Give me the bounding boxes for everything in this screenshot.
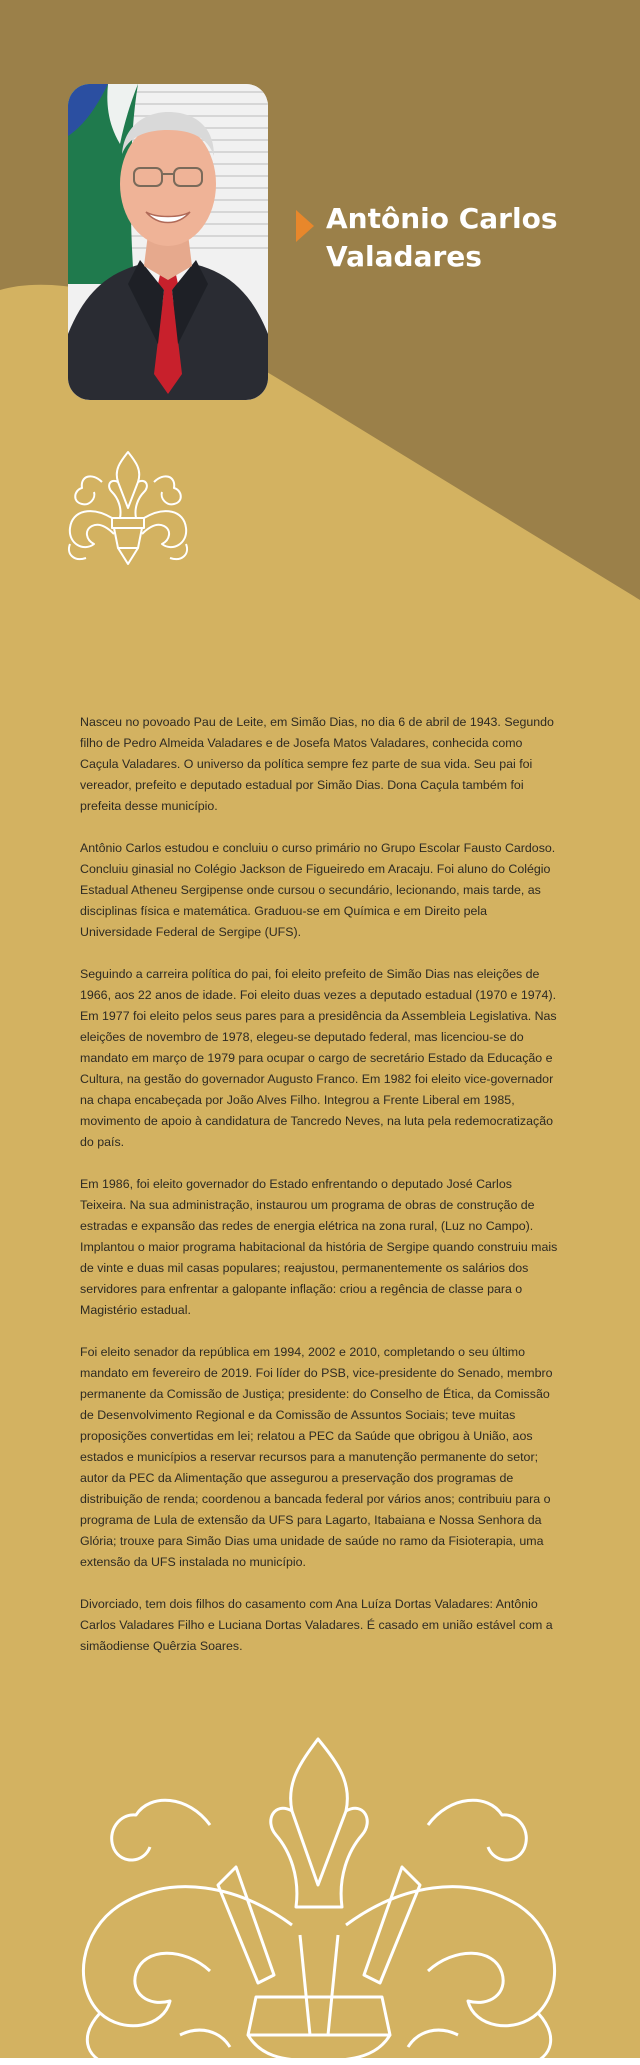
fleur-de-lis-icon bbox=[62, 448, 194, 570]
portrait-photo bbox=[68, 84, 268, 400]
triangle-arrow-icon bbox=[296, 210, 314, 242]
biography-paragraph: Antônio Carlos estudou e concluiu o curso primário no Grupo Escolar Fausto Cardoso. Concluiu ginasial no Colégio Jackson de Figueiredo em Aracaju. Foi aluno do Colégio Estadual Atheneu Sergipense onde cursou o secundário, lecionando, mais tarde, as disciplinas física e matemática. Graduou-se em Química e em Direito pela Universidade Federal de Sergipe (UFS). bbox=[80, 841, 556, 939]
biography bbox=[80, 712, 560, 1678]
biography-paragraph: Divorciado, tem dois filhos do casamento com Ana Luíza Dortas Valadares: Antônio Carlos Valadares Filho e Luciana Dortas Valadares. É casado em união estável com a simãodiense Quêrzia Soares. bbox=[80, 1597, 553, 1653]
biography-paragraph: Seguindo a carreira política do pai, foi eleito prefeito de Simão Dias nas eleições de 1966, aos 22 anos de idade. Foi eleito duas vezes a deputado estadual (1970 e 1974). Em 1977 foi eleito pelos seus pares para a presidência da Assembleia Legislativa. Nas eleições de novembro de 1978, elegeu-se deputado federal, mas licenciou-se do mandato em março de 1979 para ocupar o cargo de secretário Estado da Educação e Cultura, na gestão do governador Augusto Franco. Em 1982 foi eleito vice-governador na chapa encabeçada por João Alves Filho. Integrou a Frente Liberal em 1985, movimento de apoio à candidatura de Tancredo Neves, na luta pela redemocratização do país. bbox=[80, 967, 557, 1149]
profile-name-line1: Antônio Carlos bbox=[326, 202, 558, 235]
fleur-de-lis-icon bbox=[60, 1735, 580, 2065]
profile-name-line2: Valadares bbox=[326, 240, 482, 273]
biography-paragraph: Foi eleito senador da república em 1994, 2002 e 2010, completando o seu último mandato em fevereiro de 2019. Foi líder do PSB, vice-presidente do Senado, membro permanente da Comissão de Justiça; presidente: do Conselho de Ética, da Comissão de Desenvolvimento Regional e da Comissão de Assuntos Sociais; teve muitas proposições convertidas em lei; relatou a PEC da Saúde que obrigou à União, aos estados e municípios a reservar recursos para a manutenção permanente do setor; autor da PEC da Alimentação que assegurou a preservação dos programas de distribuição de renda; coordenou a bancada federal por vários anos; contribuiu para o programa de Lula de extensão da UFS para Lagarto, Itabaiana e Nossa Senhora da Glória; trouxe para Simão Dias uma unidade de saúde no ramo da Fisioterapia, uma extensão da UFS instalada no município. bbox=[80, 1345, 553, 1569]
profile-name bbox=[326, 200, 626, 276]
biography-paragraph: Em 1986, foi eleito governador do Estado enfrentando o deputado José Carlos Teixeira. Na sua administração, instaurou um programa de obras de construção de estradas e expansão das redes de energia elétrica na zona rural, (Luz no Campo). Implantou o maior programa habitacional da história de Sergipe quando construiu mais de vinte e duas mil casas populares; reajustou, permanentemente os salários dos servidores para enfrentar a galopante inflação: criou a regência de classe para o Magistério estadual. bbox=[80, 1177, 558, 1317]
biography-paragraph: Nasceu no povoado Pau de Leite, em Simão Dias, no dia 6 de abril de 1943. Segundo filho de Pedro Almeida Valadares e de Josefa Matos Valadares, conhecida como Caçula Valadares. O universo da política sempre fez parte de sua vida. Seu pai foi vereador, prefeito e deputado estadual por Simão Dias. Dona Caçula também foi prefeita desse município. bbox=[80, 715, 554, 813]
